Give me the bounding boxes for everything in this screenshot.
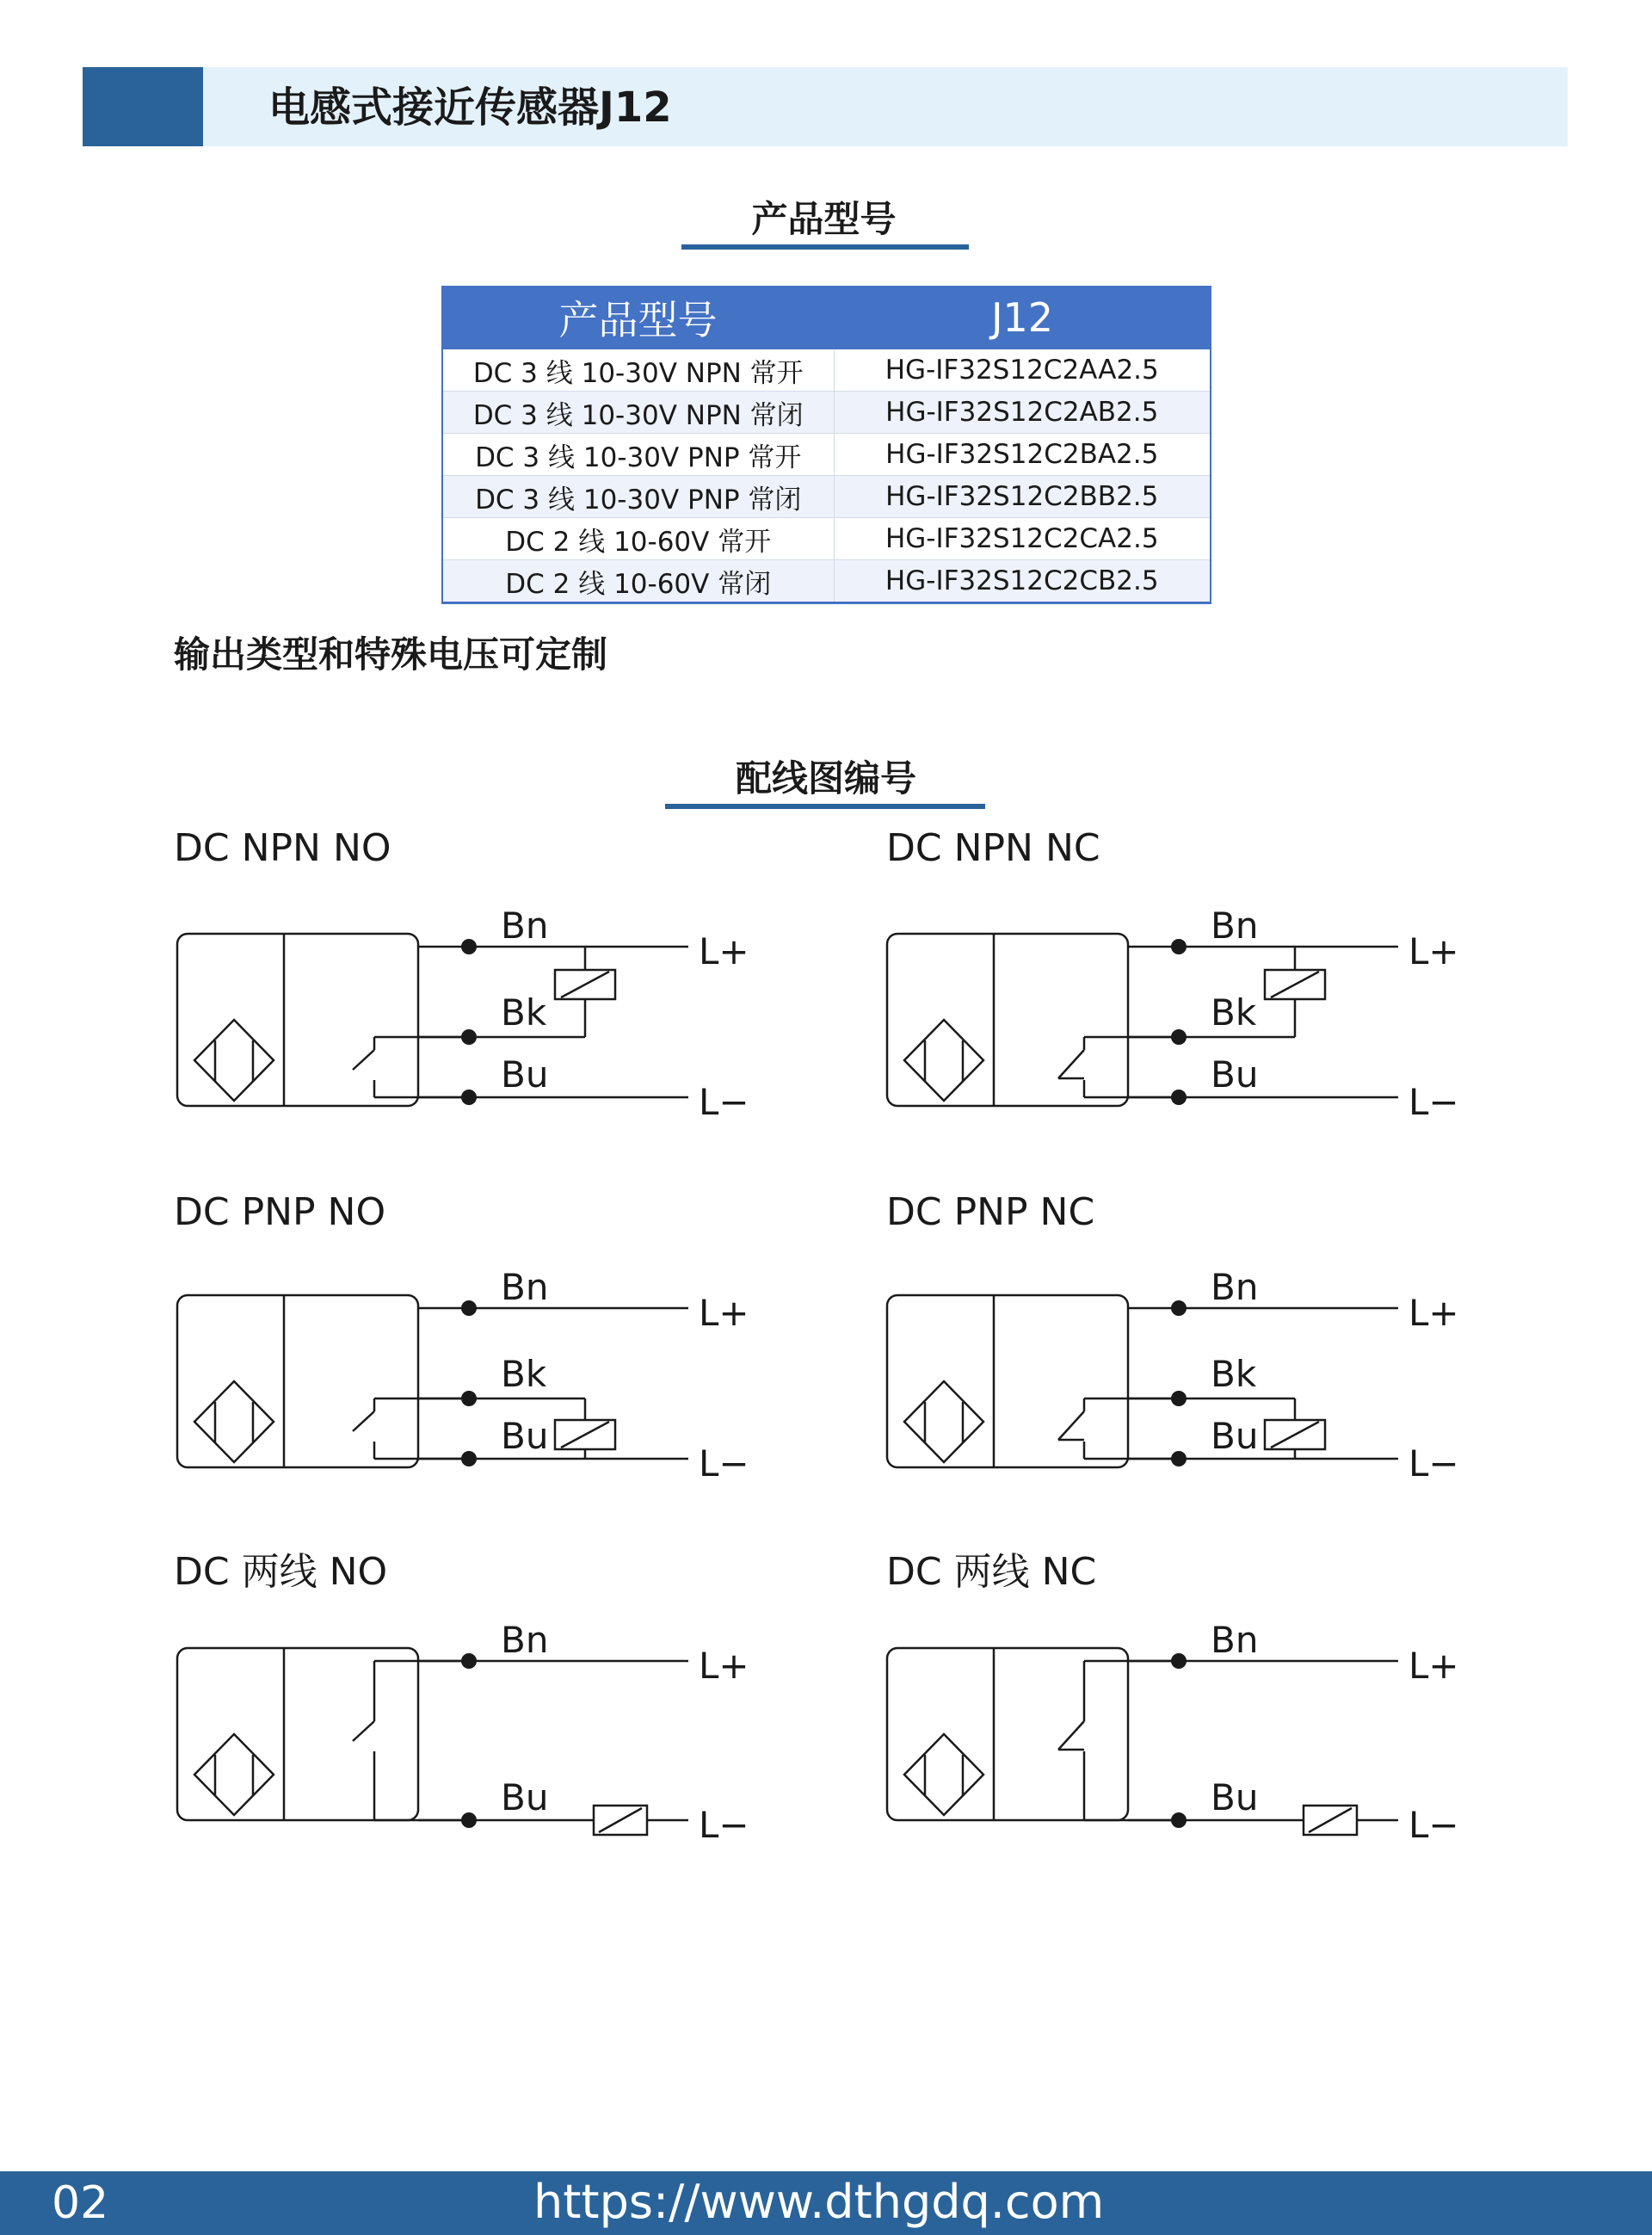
sensing-face-icon — [904, 1734, 983, 1815]
wire-label-bu: Bu — [501, 1415, 549, 1457]
terminal-label-positive: L+ — [699, 930, 749, 972]
terminal-dot — [1171, 1653, 1187, 1669]
sensing-face-icon — [194, 1734, 274, 1815]
table-cell-type: DC 2 线 10-60V 常闭 — [442, 560, 834, 603]
switch-contact-no-icon — [353, 1050, 374, 1070]
wiring-diagram-title: DC 两线 NC — [886, 1550, 1097, 1594]
terminal-label-positive: L+ — [1409, 930, 1459, 972]
terminal-label-negative: L− — [1409, 1081, 1459, 1123]
load-icon — [1271, 972, 1319, 997]
wiring-diagram-title: DC 两线 NO — [174, 1550, 388, 1594]
wire-label-bk: Bk — [501, 991, 547, 1034]
switch-contact-nc-icon — [1058, 1050, 1084, 1078]
models-heading-underline — [681, 244, 969, 250]
wire-label-bn: Bn — [1211, 1619, 1259, 1661]
wiring-diagram-title: DC NPN NO — [174, 826, 391, 870]
terminal-dot — [1171, 1300, 1187, 1316]
terminal-dot — [1171, 1090, 1187, 1105]
terminal-label-negative: L− — [699, 1442, 749, 1485]
wire-label-bk: Bk — [501, 1353, 547, 1395]
terminal-dot — [1171, 939, 1187, 954]
wire-label-bu: Bu — [501, 1776, 549, 1818]
terminal-label-positive: L+ — [699, 1645, 749, 1687]
sensing-face-icon — [194, 1381, 274, 1462]
terminal-label-positive: L+ — [1409, 1292, 1459, 1334]
wire-label-bu: Bu — [501, 1053, 549, 1096]
table-row — [442, 518, 1211, 560]
table-row — [442, 434, 1211, 476]
wiring-diagram — [172, 1252, 774, 1485]
wire-label-bk: Bk — [1211, 991, 1257, 1034]
wire-label-bu: Bu — [1211, 1415, 1259, 1457]
table-row — [442, 476, 1211, 518]
terminal-dot — [1171, 1391, 1187, 1406]
wiring-heading: 配线图编号 — [735, 757, 916, 800]
terminal-dot — [461, 1300, 477, 1316]
terminal-label-negative: L− — [1409, 1442, 1459, 1485]
table-row — [442, 560, 1211, 603]
wiring-diagram — [882, 1252, 1484, 1485]
terminal-dot — [461, 1391, 477, 1406]
wire-label-bn: Bn — [1211, 1266, 1259, 1308]
table-header-row — [442, 287, 1211, 349]
page-title: 电感式接近传感器J12 — [268, 83, 672, 132]
models-heading: 产品型号 — [751, 198, 897, 240]
table-cell-type: DC 2 线 10-60V 常开 — [442, 518, 834, 560]
table-cell-type: DC 3 线 10-30V PNP 常开 — [442, 434, 834, 476]
website-link[interactable]: https://www.dthgdq.com — [533, 2175, 1105, 2229]
wiring-diagram-title: DC NPN NC — [886, 826, 1100, 870]
wiring-diagram — [882, 891, 1484, 1123]
load-icon — [561, 972, 609, 997]
wiring-diagram — [172, 891, 774, 1123]
switch-contact-no-icon — [353, 1411, 374, 1431]
sensing-face-icon — [904, 1020, 983, 1101]
terminal-label-negative: L− — [1409, 1804, 1459, 1846]
header-accent-block — [83, 67, 203, 146]
wire-label-bu: Bu — [1211, 1776, 1259, 1818]
terminal-label-positive: L+ — [699, 1292, 749, 1334]
terminal-label-negative: L− — [699, 1804, 749, 1846]
page-number: 02 — [52, 2177, 109, 2229]
wiring-diagram-title: DC PNP NC — [886, 1190, 1095, 1234]
wiring-diagram-title: DC PNP NO — [174, 1190, 386, 1234]
table-cell-model: HG-IF32S12C2AB2.5 — [834, 392, 1211, 434]
wire-label-bn: Bn — [501, 1266, 549, 1308]
terminal-dot — [461, 1090, 477, 1105]
switch-contact-no-icon — [353, 1721, 374, 1741]
switch-contact-nc-icon — [1058, 1411, 1084, 1440]
sensing-face-icon — [904, 1381, 983, 1462]
load-icon — [1271, 1422, 1319, 1448]
table-cell-model: HG-IF32S12C2BA2.5 — [834, 434, 1211, 476]
wiring-diagram — [172, 1605, 774, 1846]
wiring-heading-underline — [665, 804, 985, 809]
terminal-dot — [1171, 1029, 1187, 1045]
table-row — [442, 349, 1211, 392]
customization-note: 输出类型和特殊电压可定制 — [174, 633, 608, 676]
terminal-dot — [461, 1451, 477, 1466]
table-row — [442, 392, 1211, 434]
terminal-dot — [461, 1029, 477, 1045]
wiring-diagram — [882, 1605, 1484, 1846]
terminal-dot — [461, 1653, 477, 1669]
table-cell-model: HG-IF32S12C2AA2.5 — [834, 349, 1211, 392]
table-cell-model: HG-IF32S12C2CB2.5 — [834, 560, 1211, 603]
table-cell-type: DC 3 线 10-30V PNP 常闭 — [442, 476, 834, 518]
wire-label-bn: Bn — [501, 904, 549, 947]
table-cell-model: HG-IF32S12C2CA2.5 — [834, 518, 1211, 560]
wire-label-bu: Bu — [1211, 1053, 1259, 1096]
wire-label-bn: Bn — [501, 1619, 549, 1661]
terminal-dot — [1171, 1812, 1187, 1828]
wire-label-bk: Bk — [1211, 1353, 1257, 1395]
table-header-cell: 产品型号 — [442, 287, 834, 349]
terminal-label-negative: L− — [699, 1081, 749, 1123]
wire-label-bn: Bn — [1211, 904, 1259, 947]
table-cell-type: DC 3 线 10-30V NPN 常开 — [442, 349, 834, 392]
model-table — [441, 286, 1211, 604]
table-header-cell: J12 — [834, 287, 1211, 349]
sensing-face-icon — [194, 1020, 274, 1101]
terminal-dot — [1171, 1451, 1187, 1466]
terminal-label-positive: L+ — [1409, 1645, 1459, 1687]
table-cell-type: DC 3 线 10-30V NPN 常闭 — [442, 392, 834, 434]
switch-contact-nc-icon — [1058, 1721, 1084, 1750]
load-icon — [561, 1422, 609, 1448]
terminal-dot — [461, 939, 477, 954]
table-cell-model: HG-IF32S12C2BB2.5 — [834, 476, 1211, 518]
terminal-dot — [461, 1812, 477, 1828]
